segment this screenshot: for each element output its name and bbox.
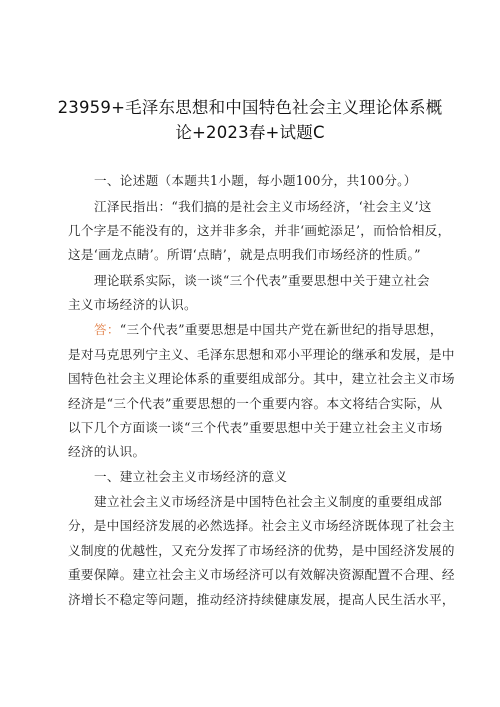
body-line: 义制度的优越性，又充分发挥了市场经济的优势，是中国经济发展的 (68, 543, 455, 558)
document-title-line-1: 23959+毛泽东思想和中国特色社会主义理论体系概 (57, 98, 443, 117)
answer-label: 答： (94, 322, 120, 337)
answer-line: 经济的认识。 (68, 444, 146, 459)
question-line: 几个字是不能没有的，这并非多余，并非‘画蛇添足’，而恰恰相反， (68, 223, 451, 238)
answer-line: 经济是“三个代表”重要思想的一个重要内容。本文将结合实际，从 (68, 396, 443, 411)
question-line: 江泽民指出：“我们搞的是社会主义市场经济，‘社会主义’这 (94, 199, 432, 214)
body-line: 建立社会主义市场经济是中国特色社会主义制度的重要组成部 (94, 494, 443, 509)
section-heading: 一、论述题（本题共1小题，每小题100分，共100分。） (94, 173, 417, 188)
answer-line: 是对马克思列宁主义、毛泽东思想和邓小平理论的继承和发展，是中 (68, 347, 455, 362)
question-line: 这是‘画龙点睛’。所谓‘点睛’，就是点明我们市场经济的性质。” (68, 247, 421, 262)
body-line: 重要保障。建立社会主义市场经济可以有效解决资源配置不合理、经 (68, 567, 455, 582)
document-title-line-2: 论+2023春+试题C (175, 123, 325, 142)
answer-line (0, 319, 500, 338)
answer-line: 国特色社会主义理论体系的重要组成部分。其中，建立社会主义市场 (68, 371, 455, 386)
answer-first-line-text: “三个代表”重要思想是中国共产党在新世纪的指导思想， (119, 322, 443, 337)
question-line: 主义市场经济的认识。 (68, 297, 197, 312)
answer-line: 以下几个方面谈一谈“三个代表”重要思想中关于建立社会主义市场 (68, 420, 443, 435)
body-line: 分，是中国经济发展的必然选择。社会主义市场经济既体现了社会主 (68, 518, 455, 533)
subheading: 一、建立社会主义市场经济的意义 (94, 469, 288, 484)
question-line: 理论联系实际，谈一谈“三个代表”重要思想中关于建立社会 (94, 273, 430, 288)
body-line: 济增长不稳定等问题，推动经济持续健康发展，提高人民生活水平， (68, 592, 455, 607)
